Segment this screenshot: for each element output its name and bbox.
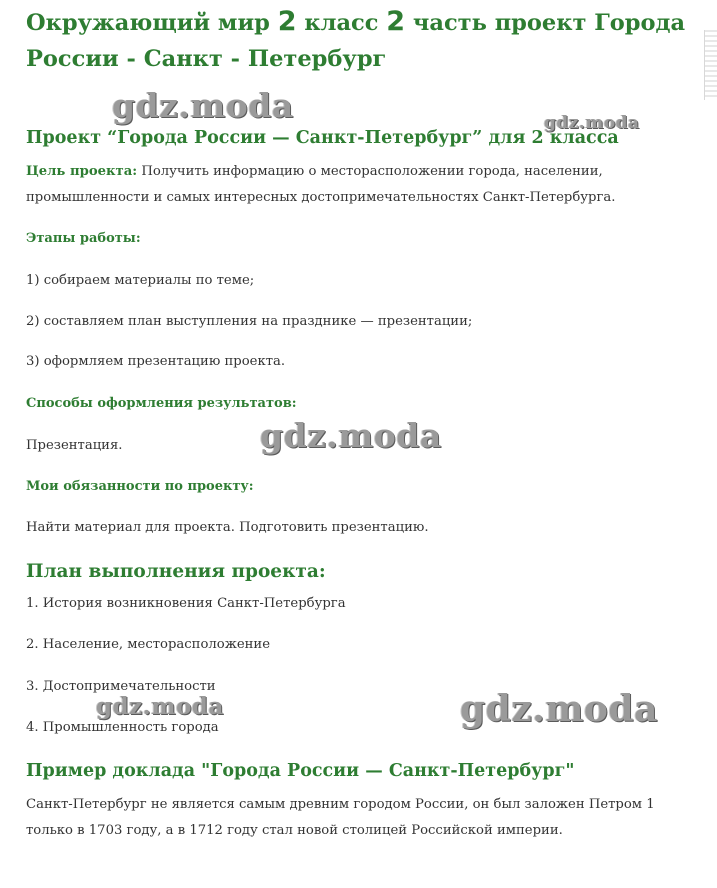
project-heading: Проект “Города России — Санкт-Петербург” для 2 класса [26,128,619,148]
title-part1: Окружающий мир [26,10,278,36]
title-num2: 2 [386,6,406,37]
watermark-logo: gdz.moda [112,86,294,125]
title-part3: часть проект Города [405,10,686,36]
plan-item-4: 4. Промышленность города [26,720,219,735]
plan-item-1: 1. История возникновения Санкт-Петербурга [26,596,346,611]
watermark-logo: gdz.moda [260,416,442,455]
watermark-logo: gdz.moda [544,113,640,133]
report-line1: Санкт-Петербург не является самым древним городом России, он был заложен Петром 1 [26,797,655,812]
watermark-logo: gdz.moda [96,693,224,720]
title-part2: класс [296,10,387,36]
stage-item-3: 3) оформляем презентацию проекта. [26,354,286,369]
stage-item-1: 1) собираем материалы по теме; [26,273,255,288]
goal-label: Цель проекта: [26,164,138,179]
duties-text: Найти материал для проекта. Подготовить презентацию. [26,520,429,535]
plan-item-2: 2. Население, месторасположение [26,637,271,652]
watermark-logo: gdz.moda [460,688,658,730]
goal-line1 [26,159,603,185]
title-line2: России - Санкт - Петербург [26,46,387,72]
formats-text: Презентация. [26,438,123,453]
goal-text-line2: промышленности и самых интересных достопримечательностях Санкт-Петербурга. [26,190,616,205]
plan-heading: План выполнения проекта: [26,561,326,582]
stages-label: Этапы работы: [26,231,141,246]
title-num1: 2 [277,6,297,37]
plan-item-3: 3. Достопримечательности [26,679,216,694]
formats-label: Способы оформления результатов: [26,396,297,411]
report-heading: Пример доклада "Города России — Санкт-Петербург" [26,761,575,781]
duties-label: Мои обязанности по проекту: [26,479,254,494]
report-line2: только в 1703 году, а в 1712 году стал новой столицей Российской империи. [26,823,563,838]
page-title [26,4,706,77]
stage-item-2: 2) составляем план выступления на празднике — презентации; [26,314,473,329]
goal-text-line1: Получить информацию о месторасположении города, населении, [137,164,603,179]
